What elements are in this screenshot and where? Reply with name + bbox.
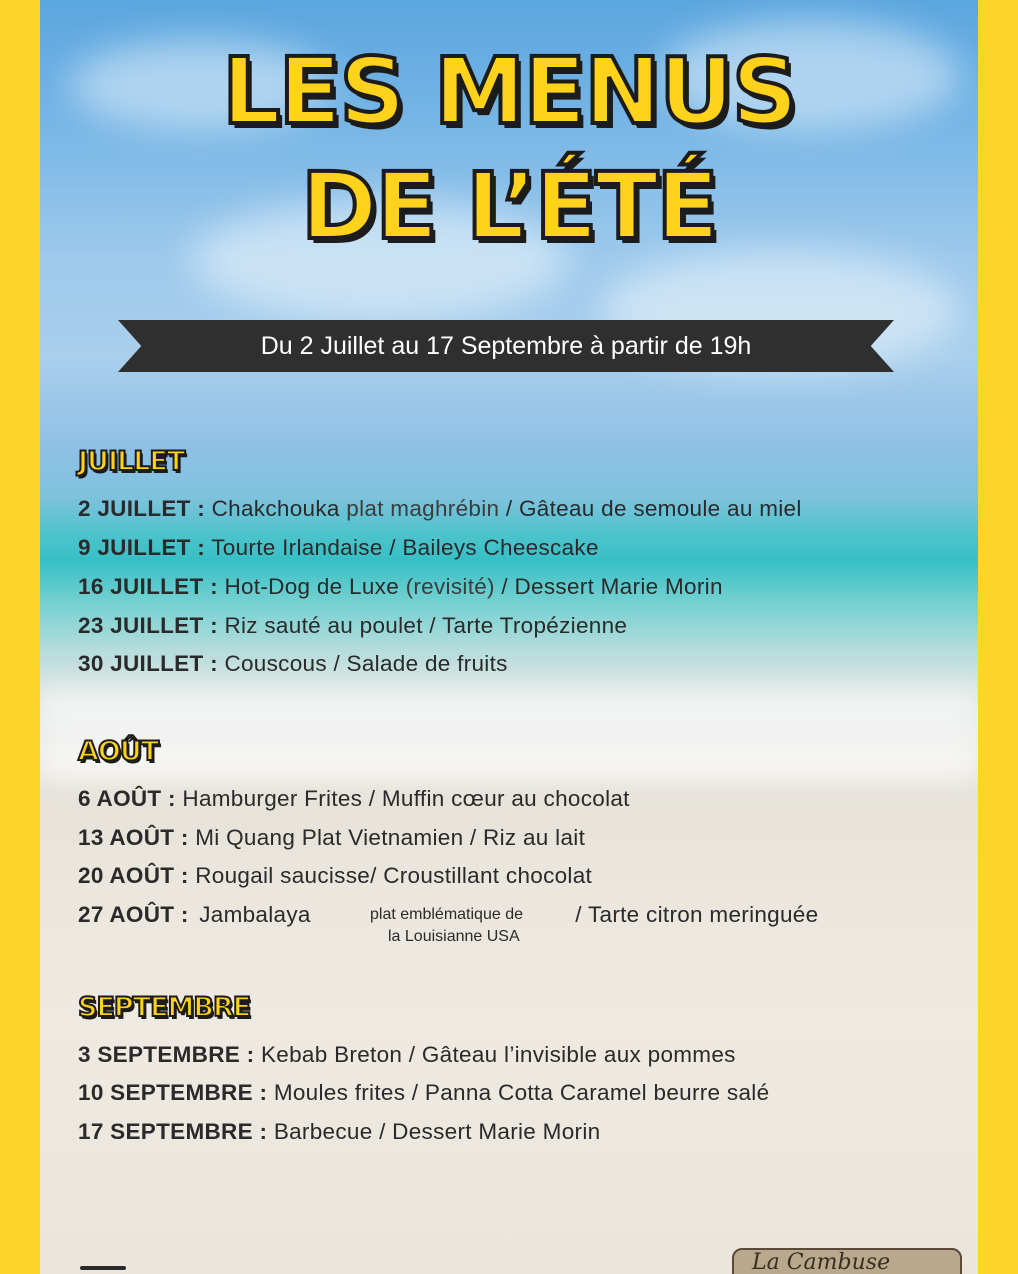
menu-date: 20 AOÛT : [78,863,189,888]
menu-rest: / Dessert Marie Morin [494,574,723,599]
jambalaya-note-line1: plat emblématique de [370,906,523,923]
menu-date: 23 JUILLET : [78,613,218,638]
menu-line [78,786,630,812]
menu-line [78,496,802,522]
menu-date: 10 SEPTEMBRE : [78,1080,268,1105]
month-heading-juillet: JUILLET [78,446,185,477]
menu-line [78,863,592,889]
menu-date: 30 JUILLET : [78,651,218,676]
menu-line [78,651,508,677]
wave-foam [40,690,978,730]
menu-note: plat maghrébin [339,496,500,521]
menu-date: 6 AOÛT : [78,786,176,811]
menu-date: 13 AOÛT : [78,825,189,850]
menu-main: Rougail saucisse/ Croustillant chocolat [195,863,593,888]
jambalaya-note-line2: la Louisianne USA [388,928,520,945]
month-heading-aout: AOÛT [78,736,159,767]
subtitle-text: Du 2 Juillet au 17 Septembre à partir de 19h [260,332,752,360]
menu-line [78,535,599,561]
beach-poster [40,0,978,1274]
menu-main: Tourte Irlandaise / Baileys Cheescake [211,535,599,560]
menu-date: 9 JUILLET : [78,535,206,560]
menu-note: (revisité) [399,574,495,599]
poster-title-line2: DE L’ÉTÉ [300,153,718,260]
menu-main: Chakchouka [211,496,340,521]
menu-main: Jambalaya [199,902,311,927]
menu-rest: / Tarte citron meringuée [575,902,819,927]
month-heading-septembre: SEPTEMBRE [78,992,251,1023]
menu-line [78,1080,769,1106]
menu-date: 16 JUILLET : [78,574,218,599]
menu-main: Barbecue / Dessert Marie Morin [273,1119,601,1144]
wave-foam [40,740,978,780]
menu-main: Mi Quang Plat Vietnamien / Riz au lait [195,825,586,850]
menu-line [78,574,723,600]
menu-main: Kebab Breton / Gâteau l’invisible aux pommes [261,1042,736,1067]
menu-line [78,1042,736,1068]
menu-date: 27 AOÛT : [78,902,189,927]
menu-main: Hamburger Frites / Muffin cœur au chocolat [182,786,630,811]
poster-title-line1: LES MENUS [221,38,797,145]
yellow-border-right [978,0,1018,1274]
menu-main: Couscous / Salade de fruits [224,651,508,676]
menu-date: 2 JUILLET : [78,496,206,521]
menu-line [78,1119,600,1145]
menu-date: 17 SEPTEMBRE : [78,1119,268,1144]
menu-line [78,825,585,851]
yellow-border-left [0,0,40,1274]
menu-line [78,613,627,639]
menu-main: Hot-Dog de Luxe [224,574,400,599]
menu-rest: / Gâteau de semoule au miel [499,496,802,521]
corner-mark [80,1266,126,1270]
restaurant-logo-text: La Cambuse [752,1250,891,1274]
menu-main: Riz sauté au poulet / Tarte Tropézienne [224,613,628,638]
menu-date: 3 SEPTEMBRE : [78,1042,255,1067]
menu-main: Moules frites / Panna Cotta Caramel beurre salé [273,1080,770,1105]
